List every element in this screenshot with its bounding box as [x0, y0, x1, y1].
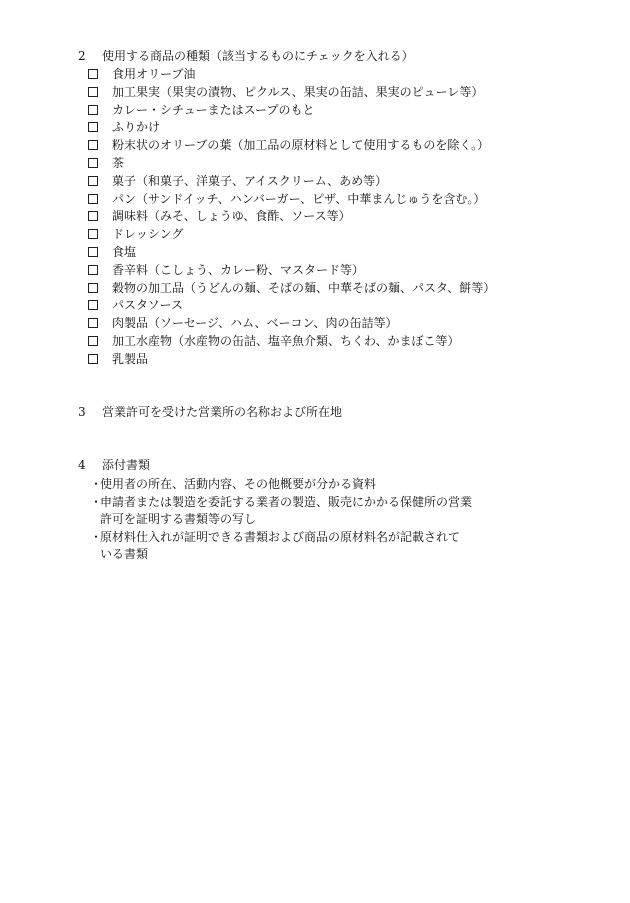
- checklist-item[interactable]: [88, 227, 495, 245]
- checklist-item[interactable]: [88, 281, 495, 299]
- section-4-heading: [78, 458, 150, 472]
- checkbox-icon[interactable]: [88, 336, 98, 346]
- checklist-item-label: 香辛料（こしょう、カレー粉、マスタード等）: [112, 262, 365, 277]
- section-2-number: 2: [78, 49, 86, 63]
- checklist-item-label: 加工水産物（水産物の缶詰、塩辛魚介類、ちくわ、かまぼこ等）: [112, 333, 460, 348]
- checklist-item-label: パスタソース: [112, 298, 184, 313]
- checklist-item[interactable]: [88, 120, 495, 138]
- checkbox-icon[interactable]: [88, 105, 98, 115]
- checkbox-icon[interactable]: [88, 87, 98, 97]
- checklist-item-label: 肉製品（ソーセージ、ハム、ベーコン、肉の缶詰等）: [112, 316, 398, 331]
- attachment-text-continued: 許可を証明する書類等の写し: [100, 512, 257, 527]
- bullet: ・: [90, 477, 103, 491]
- checklist-item[interactable]: [88, 209, 495, 227]
- checkbox-icon[interactable]: [88, 211, 98, 221]
- checklist-item[interactable]: [88, 174, 495, 192]
- attachment-text-continued: いる書類: [100, 547, 149, 562]
- checkbox-icon[interactable]: [88, 283, 98, 293]
- checklist-item-label: 粉末状のオリーブの葉（加工品の原材料として使用するものを除く。）: [112, 138, 490, 153]
- checklist-item[interactable]: [88, 156, 495, 174]
- checkbox-icon[interactable]: [88, 122, 98, 132]
- checkbox-icon[interactable]: [88, 158, 98, 168]
- checkbox-icon[interactable]: [88, 265, 98, 275]
- attachment-item: [90, 494, 510, 529]
- checklist-item[interactable]: [88, 245, 495, 263]
- checklist-item-label: 菓子（和菓子、洋菓子、アイスクリーム、あめ等）: [112, 173, 388, 188]
- checklist-item[interactable]: [88, 85, 495, 103]
- checklist-item[interactable]: [88, 334, 495, 352]
- checklist-item-label: カレー・シチューまたはスープのもと: [112, 102, 315, 117]
- checkbox-icon[interactable]: [88, 300, 98, 310]
- attachment-text: 申請者または製造を委託する業者の製造、販売にかかる保健所の営業: [100, 494, 473, 509]
- checklist-item[interactable]: [88, 316, 495, 334]
- checklist-item-label: 加工果実（果実の漬物、ピクルス、果実の缶詰、果実のピューレ等）: [112, 84, 484, 99]
- checklist-item[interactable]: [88, 138, 495, 156]
- section-3-heading: [78, 405, 342, 419]
- section-2-title: 使用する商品の種類（該当するものにチェックを入れる）: [102, 49, 414, 63]
- checklist-item[interactable]: [88, 298, 495, 316]
- attachment-list: [90, 476, 510, 564]
- checkbox-icon[interactable]: [88, 176, 98, 186]
- section-4-number: 4: [78, 458, 86, 472]
- checklist-item[interactable]: [88, 103, 495, 121]
- checklist-item-label: 乳製品: [112, 351, 149, 366]
- section-3-title: 営業許可を受けた営業所の名称および所在地: [102, 405, 343, 419]
- checkbox-icon[interactable]: [88, 194, 98, 204]
- checkbox-icon[interactable]: [88, 140, 98, 150]
- checklist-item-label: 穀物の加工品（うどんの麺、そばの麺、中華そばの麺、パスタ、餅等）: [112, 280, 496, 295]
- section-3-number: 3: [78, 405, 86, 419]
- checklist-item-label: ドレッシング: [112, 227, 184, 242]
- checkbox-icon[interactable]: [88, 69, 98, 79]
- checklist-item[interactable]: [88, 352, 495, 370]
- checklist-item-label: パン（サンドイッチ、ハンバーガー、ピザ、中華まんじゅうを含む。）: [112, 191, 486, 206]
- checkbox-icon[interactable]: [88, 229, 98, 239]
- attachment-item: [90, 529, 510, 564]
- bullet: ・: [90, 494, 103, 509]
- attachment-text: 使用者の所在、活動内容、その他概要が分かる資料: [100, 477, 377, 491]
- checklist-item-label: ふりかけ: [112, 120, 161, 135]
- checklist-item-label: 茶: [112, 155, 125, 170]
- checkbox-icon[interactable]: [88, 354, 98, 364]
- section-4-title: 添付書類: [102, 458, 151, 472]
- checklist-item[interactable]: [88, 192, 495, 210]
- checklist-item-label: 食用オリーブ油: [112, 67, 196, 81]
- attachment-item: [90, 476, 510, 494]
- section-2-heading: [78, 49, 414, 63]
- bullet: ・: [90, 529, 103, 544]
- attachment-text: 原材料仕入れが証明できる書類および商品の原材料名が記載されて: [100, 529, 461, 544]
- checklist-item[interactable]: [88, 263, 495, 281]
- checkbox-icon[interactable]: [88, 247, 98, 257]
- checkbox-icon[interactable]: [88, 318, 98, 328]
- product-type-checklist: [88, 67, 495, 370]
- checklist-item-label: 調味料（みそ、しょうゆ、食酢、ソース等）: [112, 209, 351, 224]
- checklist-item-label: 食塩: [112, 244, 137, 259]
- checklist-item[interactable]: [88, 67, 495, 85]
